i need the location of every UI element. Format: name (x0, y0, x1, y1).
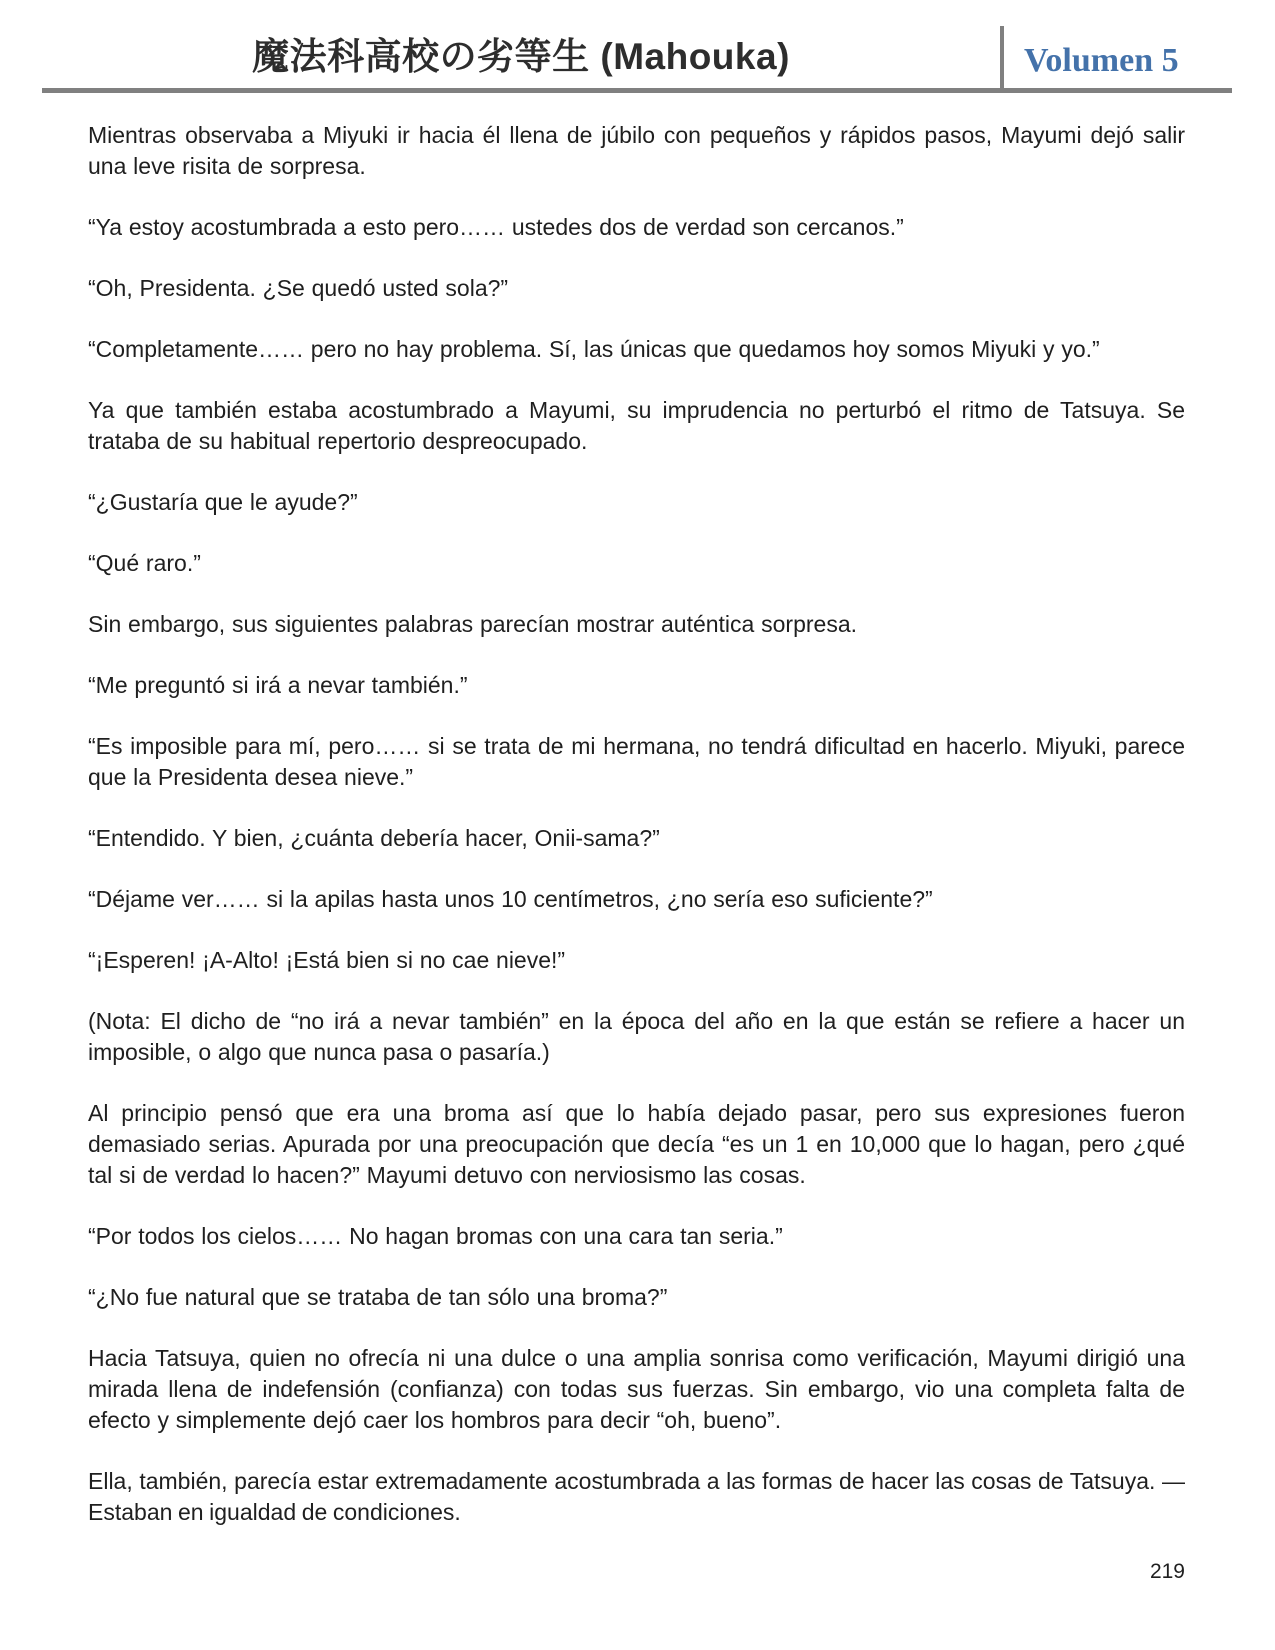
page-header (42, 0, 1232, 93)
paragraph: “¿Gustaría que le ayude?” (88, 489, 358, 515)
body-text (88, 93, 1185, 1558)
paragraph: “Entendido. Y bien, ¿cuánta debería hacer, Onii-sama?” (88, 825, 660, 851)
header-title-area (42, 26, 1000, 88)
header-volume-area (1004, 42, 1232, 88)
paragraph: Ya que también estaba acostumbrado a Mayumi, su imprudencia no perturbó el ritmo de Tatsuya. Se trataba de su habitual repertorio despreocupado. (88, 397, 1185, 454)
paragraph: Sin embargo, sus siguientes palabras parecían mostrar auténtica sorpresa. (88, 611, 857, 637)
paragraph: “Por todos los cielos…… No hagan bromas con una cara tan seria.” (88, 1223, 783, 1249)
paragraph: Ella, también, parecía estar extremadamente acostumbrada a las formas de hacer las cosas de Tatsuya. — Estaban en igualdad de condiciones. (88, 1468, 1185, 1525)
paragraph: “Déjame ver…… si la apilas hasta unos 10 centímetros, ¿no sería eso suficiente?” (88, 886, 933, 912)
paragraph: “Oh, Presidenta. ¿Se quedó usted sola?” (88, 275, 509, 301)
paragraph: “Ya estoy acostumbrada a esto pero…… ustedes dos de verdad son cercanos.” (88, 214, 904, 240)
paragraph: “Qué raro.” (88, 550, 201, 576)
paragraph: “¡Esperen! ¡A-Alto! ¡Está bien si no cae nieve!” (88, 947, 566, 973)
paragraph: “Completamente…… pero no hay problema. Sí, las únicas que quedamos hoy somos Miyuki y yo.” (88, 336, 1100, 362)
paragraph: “Es imposible para mí, pero…… si se trata de mi hermana, no tendrá dificultad en hacerlo. Miyuki, parece que la Presidenta desea nieve.” (88, 733, 1185, 790)
volume-label: Volumen 5 (1024, 42, 1179, 79)
paragraph: Al principio pensó que era una broma así que lo había dejado pasar, pero sus expresiones fueron demasiado serias. Apurada por una preocupación que decía “es un 1 en 10,000 que lo hagan, pero ¿qué tal si de verdad lo hacen?” Mayumi detuvo con nerviosismo las cosas. (88, 1100, 1185, 1188)
paragraph: “Me preguntó si irá a nevar también.” (88, 672, 468, 698)
paragraph: Mientras observaba a Miyuki ir hacia él llena de júbilo con pequeños y rápidos pasos, Mayumi dejó salir una leve risita de sorpresa. (88, 122, 1185, 179)
paragraph: Hacia Tatsuya, quien no ofrecía ni una dulce o una amplia sonrisa como verificación, Mayumi dirigió una mirada llena de indefensión (confianza) con todas sus fuerzas. Sin embargo, vio una completa falta de efecto y simplemente dejó caer los hombros para decir “oh, bueno”. (88, 1345, 1185, 1433)
page-number: 219 (1149, 1560, 1185, 1583)
page-title: 魔法科高校の劣等生 (Mahouka) (252, 36, 790, 77)
paragraph: “¿No fue natural que se trataba de tan sólo una broma?” (88, 1284, 668, 1310)
paragraph: (Nota: El dicho de “no irá a nevar también” en la época del año en la que están se refiere a hacer un imposible, o algo que nunca pasa o pasaría.) (88, 1008, 1185, 1065)
